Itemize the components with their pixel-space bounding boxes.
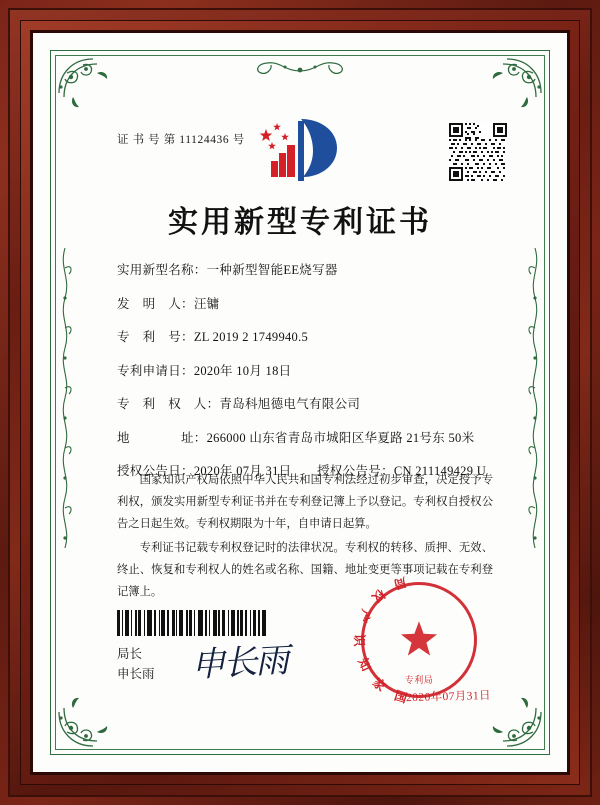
seal-bottom-text: 专利局 [404,675,434,685]
page-title: 实用新型专利证书 [168,206,432,239]
field-row [117,431,495,446]
signature-block [117,645,155,684]
director-role-label: 局长 [117,647,143,662]
field-value: 青岛科旭德电气有限公司 [219,397,361,411]
field-value: 一种新型智能EE烧写器 [206,263,338,277]
field-label: 实用新型名称： [117,263,207,277]
seal-top-text: 国 家 知 识 产 权 局 [352,574,409,706]
field-label: 发 明 人： [117,296,194,311]
field-label: 专 利 号： [117,330,194,344]
legal-paragraph: 国家知识产权局依照中华人民共和国专利法经过初步审查，决定授予专利权，颁发实用新型专利证书并在专利登记簿上予以登记。专利权自授权公告之日起生效。专利权期限为十年，自申请日起算。 [117,474,493,531]
field-label: 专 利 权 人： [117,397,220,411]
field-value: ZL 2019 2 1749940.5 [193,330,309,344]
field-row [117,397,495,412]
field-label: 授权公告日： [117,464,194,478]
legal-paragraph: 专利证书记载专利权登记时的法律状况。专利权的转移、质押、无效、终止、恢复和专利权人的姓名或名称、国籍、地址变更等事项记载在专利登记簿上。 [117,542,493,599]
field-row [117,364,495,379]
field-value: 2020年 07月 31日 授权公告号：CN 211149429 U [193,464,487,478]
certificate-paper [33,33,567,772]
field-row [117,297,495,312]
cnipa-logo-icon [257,115,343,187]
field-value: 2020年 10月 18日 [193,363,292,378]
certificate-content [79,77,521,728]
field-label: 专利申请日： [117,363,194,378]
director-name-label: 申长雨 [117,666,155,681]
field-value: 266000 山东省青岛市城阳区华夏路 21号东 50米 [206,430,475,445]
certificate-number: 证 书 号 第 11124436 号 [117,134,245,146]
qr-code-icon [449,123,507,181]
field-value: 汪镛 [193,296,220,311]
patent-fields [117,263,495,497]
field-row [117,330,495,345]
handwritten-signature: 申长雨 [190,642,289,685]
seal-date: 2020年07月31日 [405,689,492,705]
field-label: 地 址： [117,430,207,445]
barcode-icon [117,610,267,636]
field-row [117,263,495,278]
